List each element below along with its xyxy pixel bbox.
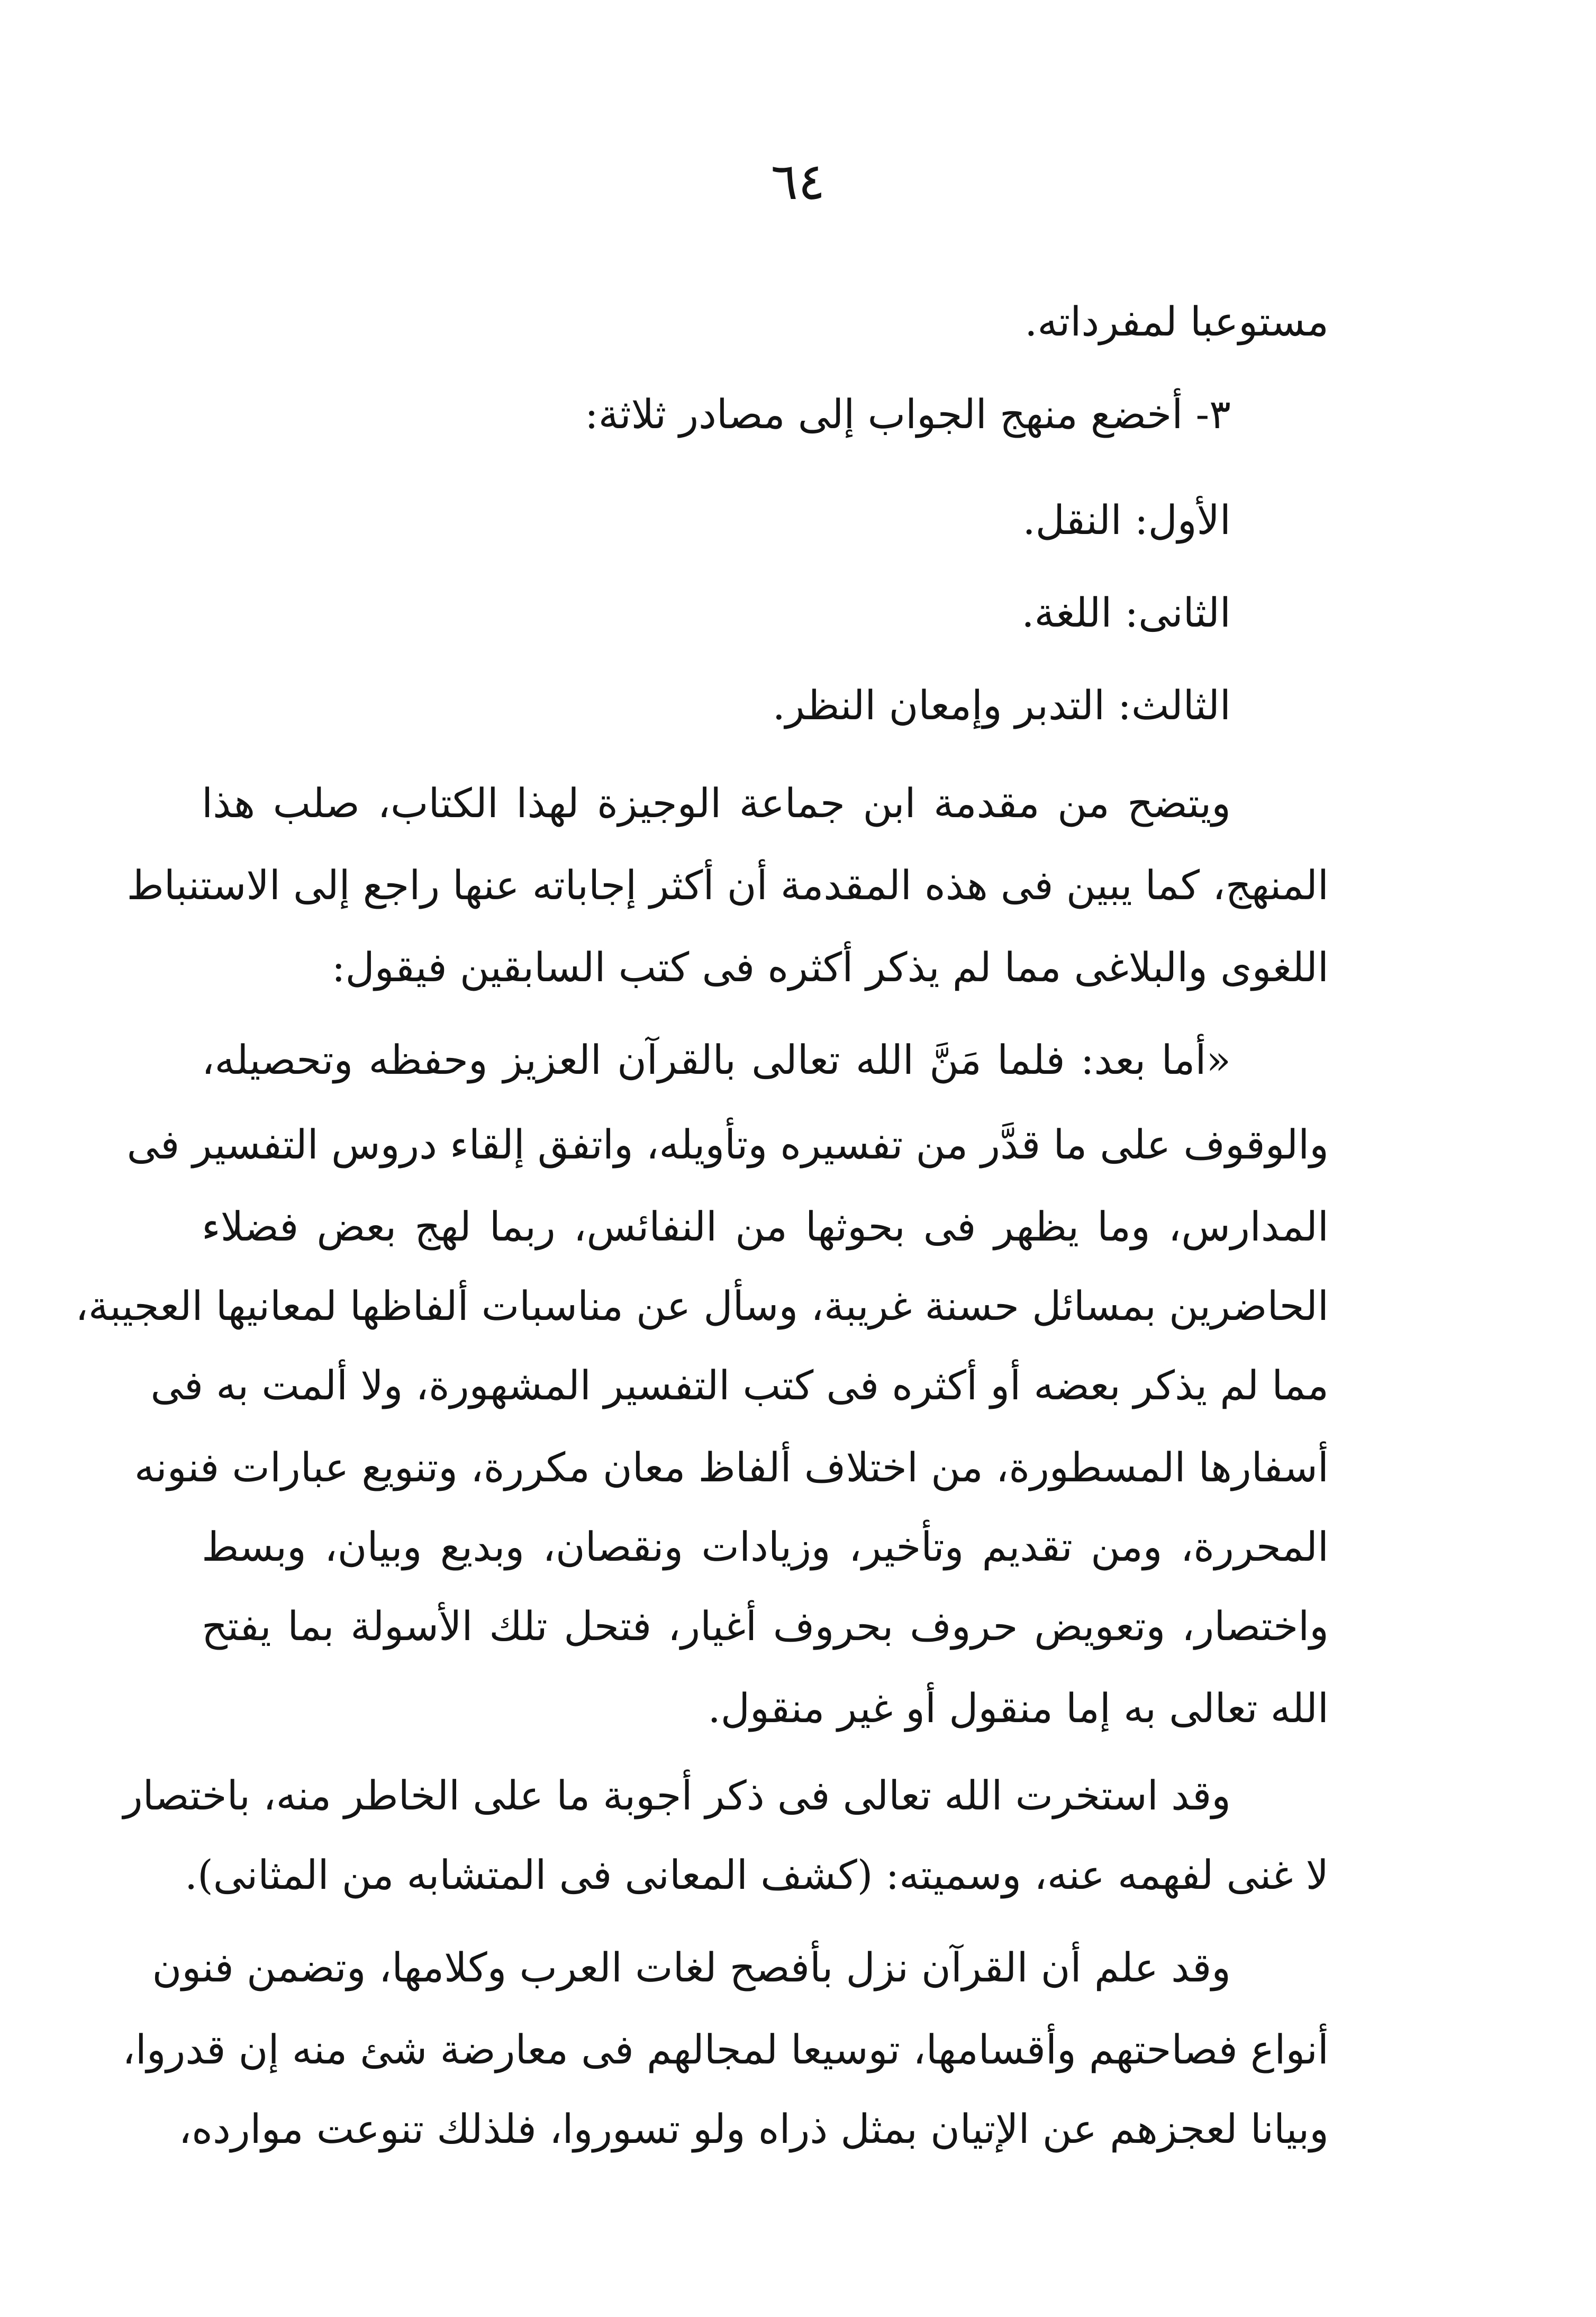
quote-line: المدارس، وما يظهر فى بحوثها من النفائس، ربما لهج بعض فضلاء xyxy=(202,1203,1329,1250)
paragraph-line: المنهج، كما يبين فى هذه المقدمة أن أكثر إجاباته عنها راجع إلى الاستنباط xyxy=(126,862,1329,909)
page-number: ٦٤ xyxy=(770,152,826,211)
paragraph-line: لا غنى لفهمه عنه، وسميته: (كشف المعانى فى المتشابه من المثانى). xyxy=(184,1851,1329,1898)
quote-line: مما لم يذكر بعضه أو أكثره فى كتب التفسير المشهورة، ولا ألمت به فى xyxy=(150,1362,1329,1409)
paragraph-line: وقد علم أن القرآن نزل بأفصح لغات العرب وكلامها، وتضمن فنون xyxy=(152,1944,1231,1991)
paragraph-line: وقد استخرت الله تعالى فى ذكر أجوبة ما على الخاطر منه، باختصار xyxy=(123,1772,1231,1819)
list-item: الثانى: اللغة. xyxy=(1021,589,1231,636)
quote-line: واختصار، وتعويض حروف بحروف أغيار، فتحل تلك الأسولة بما يفتح xyxy=(202,1603,1329,1650)
quote-line: الحاضرين بمسائل حسنة غريبة، وسأل عن مناسبات ألفاظها لمعانيها العجيبة، xyxy=(75,1282,1329,1329)
quote-line: أسفارها المسطورة، من اختلاف ألفاظ معان مكررة، وتنويع عبارات فنونه xyxy=(134,1444,1329,1491)
list-item: الثالث: التدبر وإمعان النظر. xyxy=(772,682,1231,729)
paragraph-line: وبيانا لعجزهم عن الإتيان بمثل ذراه ولو تسوروا، فلذلك تنوعت موارده، xyxy=(178,2105,1329,2152)
paragraph-line: اللغوى والبلاغى مما لم يذكر أكثره فى كتب السابقين فيقول: xyxy=(331,944,1329,991)
numbered-item: ٣- أخضع منهج الجواب إلى مصادر ثلاثة: xyxy=(585,391,1231,438)
quote-line: والوقوف على ما قدَّر من تفسيره وتأويله، واتفق إلقاء دروس التفسير فى xyxy=(126,1121,1329,1168)
quote-line: «أما بعد: فلما مَنَّ الله تعالى بالقرآن العزيز وحفظه وتحصيله، xyxy=(202,1036,1231,1083)
list-item: الأول: النقل. xyxy=(1022,496,1231,544)
paragraph-line: ويتضح من مقدمة ابن جماعة الوجيزة لهذا الكتاب، صلب هذا xyxy=(202,780,1231,827)
quote-line: الله تعالى به إما منقول أو غير منقول. xyxy=(708,1685,1329,1732)
quote-line: المحررة، ومن تقديم وتأخير، وزيادات ونقصان، وبديع وبيان، وبسط xyxy=(202,1523,1329,1570)
text-line: مستوعبا لمفرداته. xyxy=(1024,298,1329,345)
paragraph-line: أنواع فصاحتهم وأقسامها، توسيعا لمجالهم فى معارضة شئ منه إن قدروا، xyxy=(122,2026,1329,2073)
